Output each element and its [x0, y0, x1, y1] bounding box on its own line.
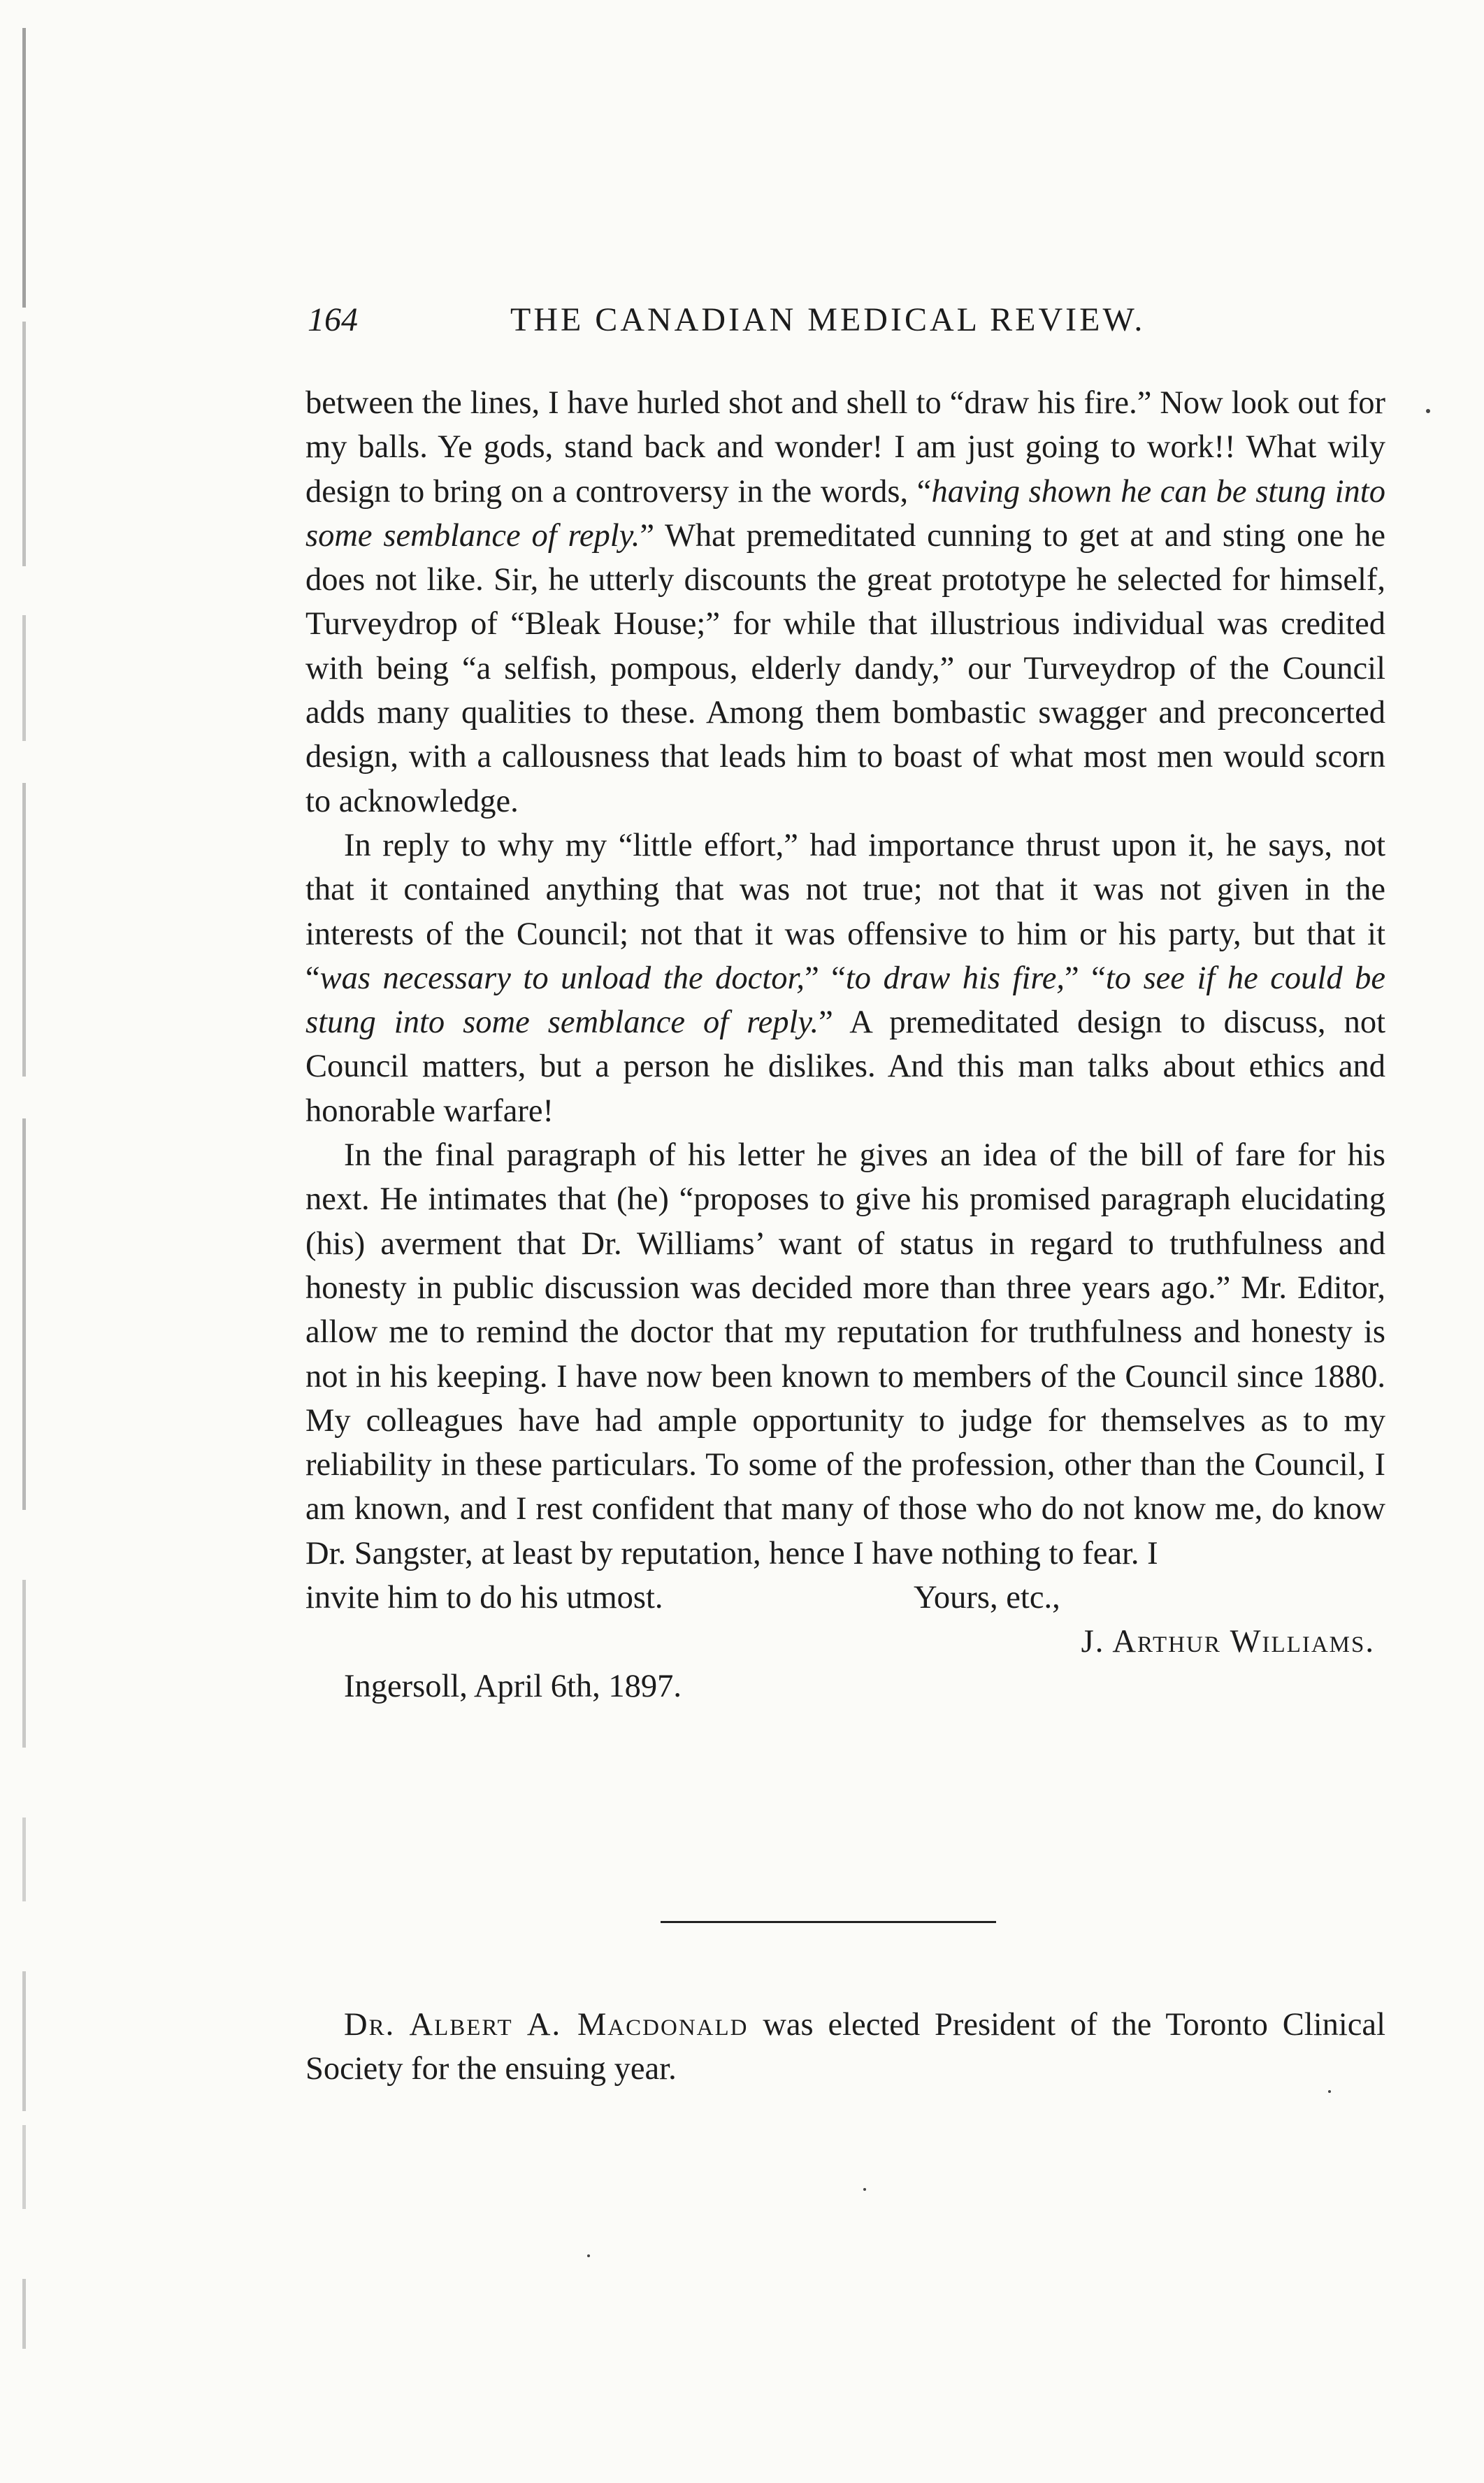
dateline: Ingersoll, April 6th, 1897.: [344, 1668, 682, 1704]
print-speck: [1426, 409, 1430, 413]
letter-body: [305, 381, 1385, 1708]
print-speck: [587, 2254, 590, 2257]
paragraph-1-quote: having shown he can be stung into some semblance of reply.: [305, 473, 1385, 554]
paragraph-2-sep-1: ” “: [805, 960, 846, 996]
paragraph-1: [305, 381, 1385, 823]
paragraph-2-quote-2: to draw his fire,: [845, 960, 1065, 996]
print-speck: [863, 2188, 866, 2191]
closing-text: invite him to do his utmost.: [305, 1580, 663, 1616]
paragraph-3-text: In the final paragraph of his letter he gives an idea of the bill of fare for his next. He intimates that (he) “proposes to give his promised paragraph elucidating (his) averment that Dr. Williams’ want of status in regard to truthfulness and honesty in public discussion was decided more than three years ago.” Mr. Editor, allow me to remind the doctor that my reputation for truthfulness and honesty is not in his keeping. I have now been known to members of the Council since 1880. My colleagues have had ample opportunity to judge for themselves as to my reliability in these particulars. To some of the profession, other than the Council, I am known, and I rest confident that many of those who do not know me, do know Dr. Sangster, at least by reputation, hence I have nothing to fear. I: [305, 1137, 1385, 1571]
paragraph-3: [305, 1133, 1385, 1576]
section-divider: [661, 1921, 996, 1923]
running-title: THE CANADIAN MEDICAL REVIEW.: [510, 301, 1146, 338]
paragraph-2-quote-1: was necessary to unload the doctor,: [319, 960, 805, 996]
paragraph-2: [305, 823, 1385, 1133]
paragraph-1-text-cont: ” What premeditated cunning to get at and sting one he does not like. Sir, he utterly discounts the great prototype he selected for himself, Turveydrop of “Bleak House;” for while that illustrious individual was credited with being “a selfish, pompous, elderly dandy,” our Turveydrop of the Council adds many qualities to these. Among them bombastic swagger and preconcerted design, with a callousness that leads him to boast of what most men would scorn to acknowledge.: [305, 517, 1385, 819]
page-header: [308, 301, 1384, 357]
paragraph-2-sep-2: ” “: [1065, 960, 1106, 996]
news-note: [305, 2003, 1385, 2092]
paragraph-1-text: between the lines, I have hurled shot and shell to “draw his fire.” Now look out for my balls. Ye gods, stand back and wonder! I am just going to work!! What wily design to bring on a controversy in the words, “: [305, 385, 1385, 510]
valediction: Yours, etc.,: [914, 1580, 1060, 1616]
paragraph-2-text-cont: ” A premeditated design to discuss, not Council matters, but a person he dislikes. And this man talks about ethics and honorable warfare!: [305, 1005, 1385, 1129]
signature: J. Arthur Williams.: [1081, 1624, 1375, 1660]
news-note-text: was elected President of the Toronto Clinical Society for the ensuing year.: [305, 2006, 1385, 2087]
paragraph-2-quote-3: to see if he could be stung into some semblance of reply.: [305, 960, 1386, 1041]
paragraph-2-text: In reply to why my “little effort,” had importance thrust upon it, he says, not that it contained anything that was not true; not that it was not given in the interests of the Council; not that it was offensive to him or his party, but that it “: [305, 827, 1385, 996]
page-number: 164: [308, 301, 358, 338]
news-note-name: Dr. Albert A. Macdonald: [344, 2006, 749, 2043]
closing-line: [305, 1576, 1385, 1620]
binding-edge-marks: [0, 0, 49, 2483]
